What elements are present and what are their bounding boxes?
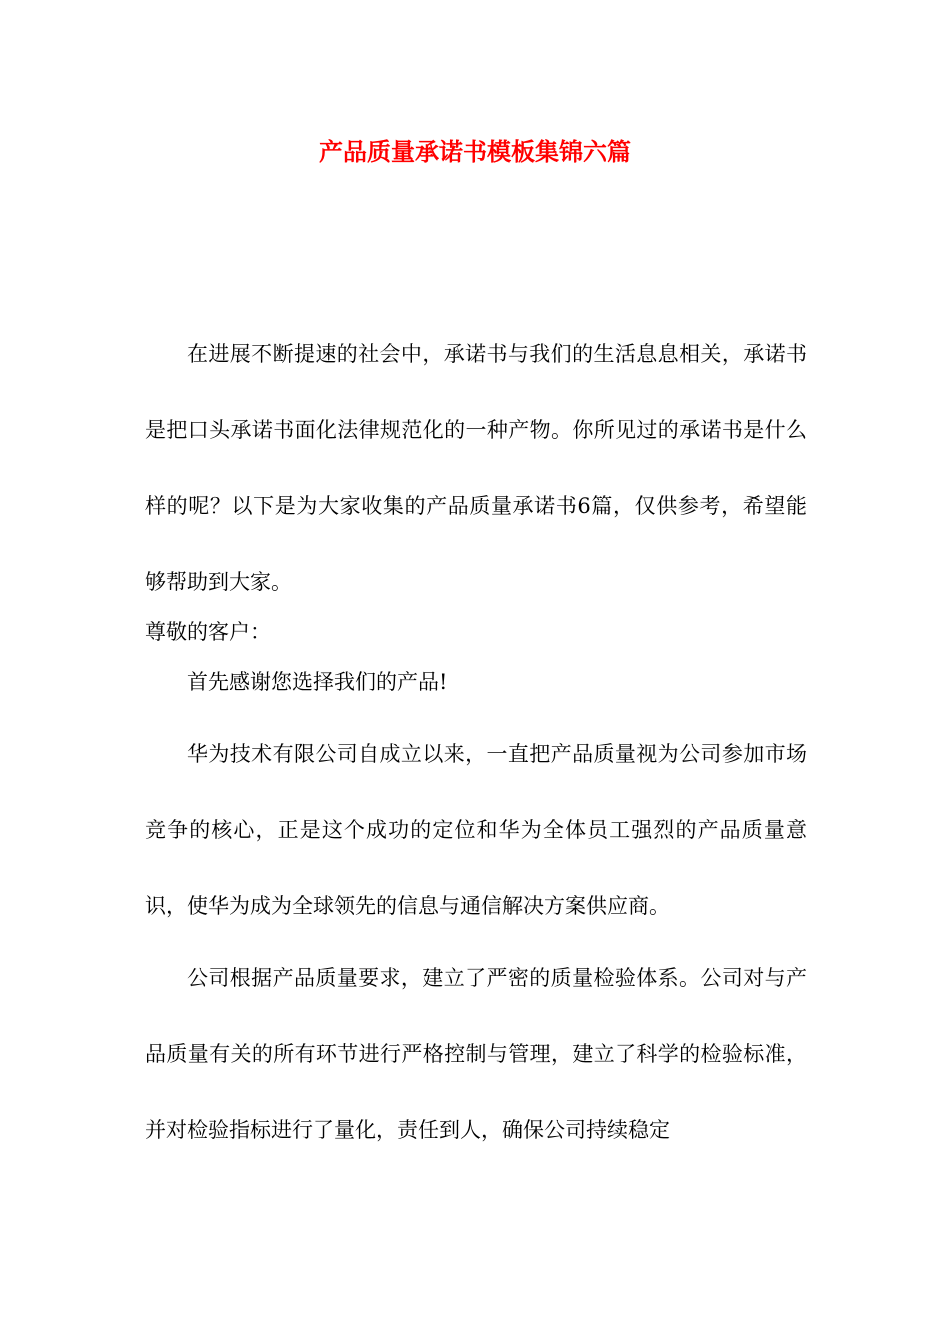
company-paragraph: 华为技术有限公司自成立以来，一直把产品质量视为公司参加市场竞争的核心，正是这个成功的定位和华为全体员工强烈的产品质量意识，使华为成为全球领先的信息与通信解决方案供应商。 (145, 742, 807, 918)
salutation: 尊敬的客户： (145, 620, 271, 644)
document-title: 产品质量承诺书模板集锦六篇 (319, 137, 631, 166)
thanks-paragraph: 首先感谢您选择我们的产品! (187, 670, 448, 694)
quality-paragraph: 公司根据产品质量要求，建立了严密的质量检验体系。公司对与产品质量有关的所有环节进行严格控制与管理，建立了科学的检验标准，并对检验指标进行了量化，责任到人，确保公司持续稳定 (145, 966, 807, 1142)
intro-paragraph: 在进展不断提速的社会中，承诺书与我们的生活息息相关，承诺书是把口头承诺书面化法律规范化的一种产物。你所见过的承诺书是什么样的呢？以下是为大家收集的产品质量承诺书6篇，仅供参考，希望能够帮助到大家。 (145, 342, 807, 594)
document-body (145, 316, 807, 1168)
